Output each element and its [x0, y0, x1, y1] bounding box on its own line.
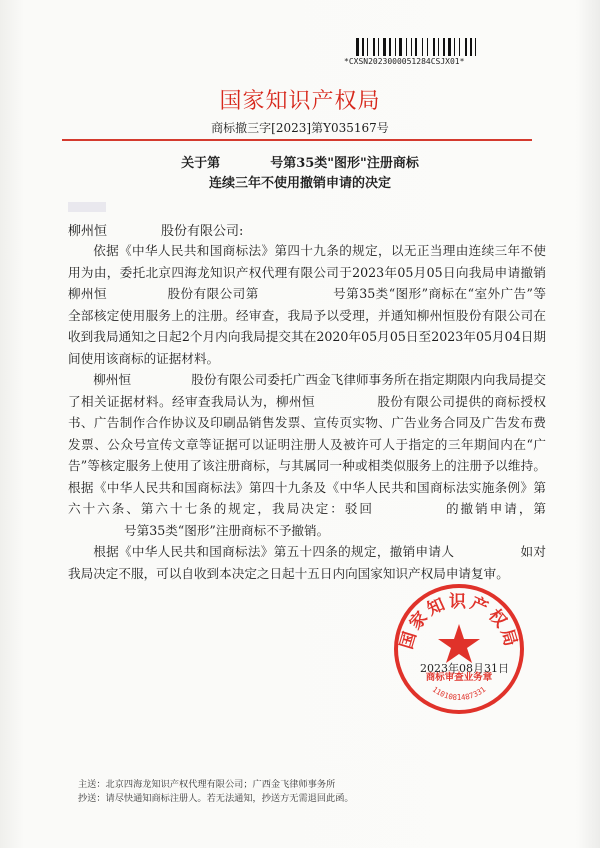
- barcode-bar: [392, 38, 394, 56]
- barcode-bar: [356, 38, 359, 56]
- barcode-bar: [380, 38, 382, 56]
- barcode-bar: [468, 38, 469, 56]
- barcode-bar: [373, 38, 375, 56]
- subject-line1-suffix: 号第35类"图形"注册商标: [270, 156, 419, 171]
- cc-copy: 抄送：请尽快通知商标注册人。若无法通知，抄送方无需退回此函。: [78, 793, 354, 804]
- body-text-segment: 柳州恒: [93, 372, 132, 387]
- body-text-segment: 的撤销申请，第: [444, 501, 547, 516]
- barcode-bar: [376, 38, 377, 56]
- barcode-bar: [448, 38, 451, 56]
- barcode-bar: [470, 38, 472, 56]
- subject-line1-prefix: 关于第: [181, 156, 221, 171]
- barcode-bar: [443, 38, 445, 56]
- seal-serial: 1101081487331: [430, 684, 488, 703]
- body-text-segment: 股份有限公司第: [167, 286, 259, 301]
- svg-text:1101081487331: [431, 685, 488, 702]
- seal-star-icon: [438, 624, 480, 663]
- barcode-bar: [415, 38, 417, 56]
- distribution-notes: [78, 778, 354, 806]
- barcode-bar: [446, 38, 447, 56]
- addressee-prefix: 柳州恒: [68, 224, 108, 239]
- barcode-bar: [459, 38, 460, 56]
- body-text-segment: 如对我局决定不服，可以自收到本决定之日起十五日内向国家知识产权局申请复审。: [68, 544, 547, 581]
- barcode-bar: [362, 38, 364, 56]
- official-seal: [392, 582, 526, 716]
- barcode-bar: [456, 38, 458, 56]
- barcode-bar: [387, 38, 388, 56]
- body-text-segment: 号第35类“图形”注册商标不予撤销。: [124, 522, 330, 538]
- barcode-bar: [411, 38, 412, 56]
- red-divider: [62, 139, 532, 141]
- barcode-bar: [473, 38, 474, 56]
- barcode-bar: [399, 38, 402, 56]
- barcode-bar: [465, 38, 467, 56]
- body-text-segment: 股份有限公司委托广西金飞律师事务所在指定期限内向我局提交了相关证据材料。经审查我局认为，柳州恒: [68, 372, 547, 409]
- barcode-bar: [422, 38, 423, 56]
- barcode-bar: [433, 38, 435, 56]
- body-text-segment: 股份有限公司提供的商标授权书、广告制作合作协议及印刷品销售发票、宣传页实物、广告业务合同及广告发布费发票、公众号宣传文章等证据可以证明注册人及被许可人于指定的三年期间内在“广告”等核定服务上使用了该注册商标，与其属同一种或相类似服务上的注册予以维持。根据《中华人民共和国商标法》第四十九条及《中华人民共和国商标法实施条例》第六十六条、第六十七条的规定，我局决定：驳回: [68, 393, 546, 516]
- barcode-bar: [395, 38, 396, 56]
- seal-sub-text: 商标审查业务章: [425, 672, 493, 683]
- cc-main: 主送：北京四海龙知识产权代理有限公司；广西金飞律师事务所: [78, 779, 336, 790]
- addressee-suffix: 股份有限公司:: [161, 224, 244, 239]
- addressee: [68, 220, 243, 239]
- decision-date: 2023年08月31日: [420, 662, 509, 675]
- barcode-bar: [418, 38, 421, 56]
- barcode-bar: [378, 38, 379, 56]
- barcode-bar: [438, 38, 439, 56]
- barcode-bar: [403, 38, 405, 56]
- barcode-image: [356, 38, 508, 56]
- barcode-bar: [397, 38, 398, 56]
- office-title: 国家知识产权局: [219, 89, 381, 114]
- barcode-bar: [454, 38, 455, 56]
- barcode-bar: [383, 38, 386, 56]
- barcode-bar: [429, 38, 432, 56]
- redaction-mark: [68, 202, 106, 212]
- barcode-label: *CXSN2023000051284CSJX01*: [344, 57, 465, 66]
- decision-subject: [0, 154, 600, 194]
- barcode-bar: [413, 38, 414, 56]
- body-paragraph: [68, 369, 546, 541]
- barcode-bar: [440, 38, 442, 56]
- body-paragraph: [68, 541, 546, 584]
- document-number: 商标撤三字[2023]第Y035167号: [211, 121, 389, 135]
- barcode-bar: [406, 38, 407, 56]
- decision-body: [68, 240, 546, 584]
- subject-line2: 连续三年不使用撤销申请的决定: [208, 176, 391, 191]
- barcode-bar: [424, 38, 426, 56]
- barcode-bar: [436, 38, 437, 56]
- barcode-bar: [408, 38, 410, 56]
- body-text-segment: 根据《中华人民共和国商标法》第五十四条的规定，撤销申请人: [93, 544, 455, 559]
- body-text-segment: 股份有限公司在收到我局通知之日起2个月内向我局提交其在2020年05月05日至2023年05月04日期间使用该商标的证据材料。: [68, 307, 547, 366]
- body-text-segment: 号第35类“图形”商标在“室外广告”等全部核定使用服务上的注册。经审查，我局予以受理，并通知柳州恒: [68, 286, 547, 323]
- barcode-bar: [477, 38, 480, 56]
- barcode-bar: [389, 38, 391, 56]
- barcode-bar: [461, 38, 464, 56]
- seal-org-text: 国家知识产权局: [396, 592, 522, 652]
- body-text-segment: 依据《中华人民共和国商标法》第四十九条的规定，以无正当理由连续三年不使用为由，委托北京四海龙知识产权代理有限公司于2023年05月05日向我局申请撤销柳州恒: [68, 243, 546, 301]
- body-paragraph: [68, 240, 546, 369]
- barcode-bar: [452, 38, 453, 56]
- barcode-bar: [360, 38, 361, 56]
- barcode-bar: [427, 38, 428, 56]
- barcode-bar: [367, 38, 368, 56]
- barcode-bar: [475, 38, 476, 56]
- barcode-bar: [365, 38, 366, 56]
- barcode-bar: [369, 38, 372, 56]
